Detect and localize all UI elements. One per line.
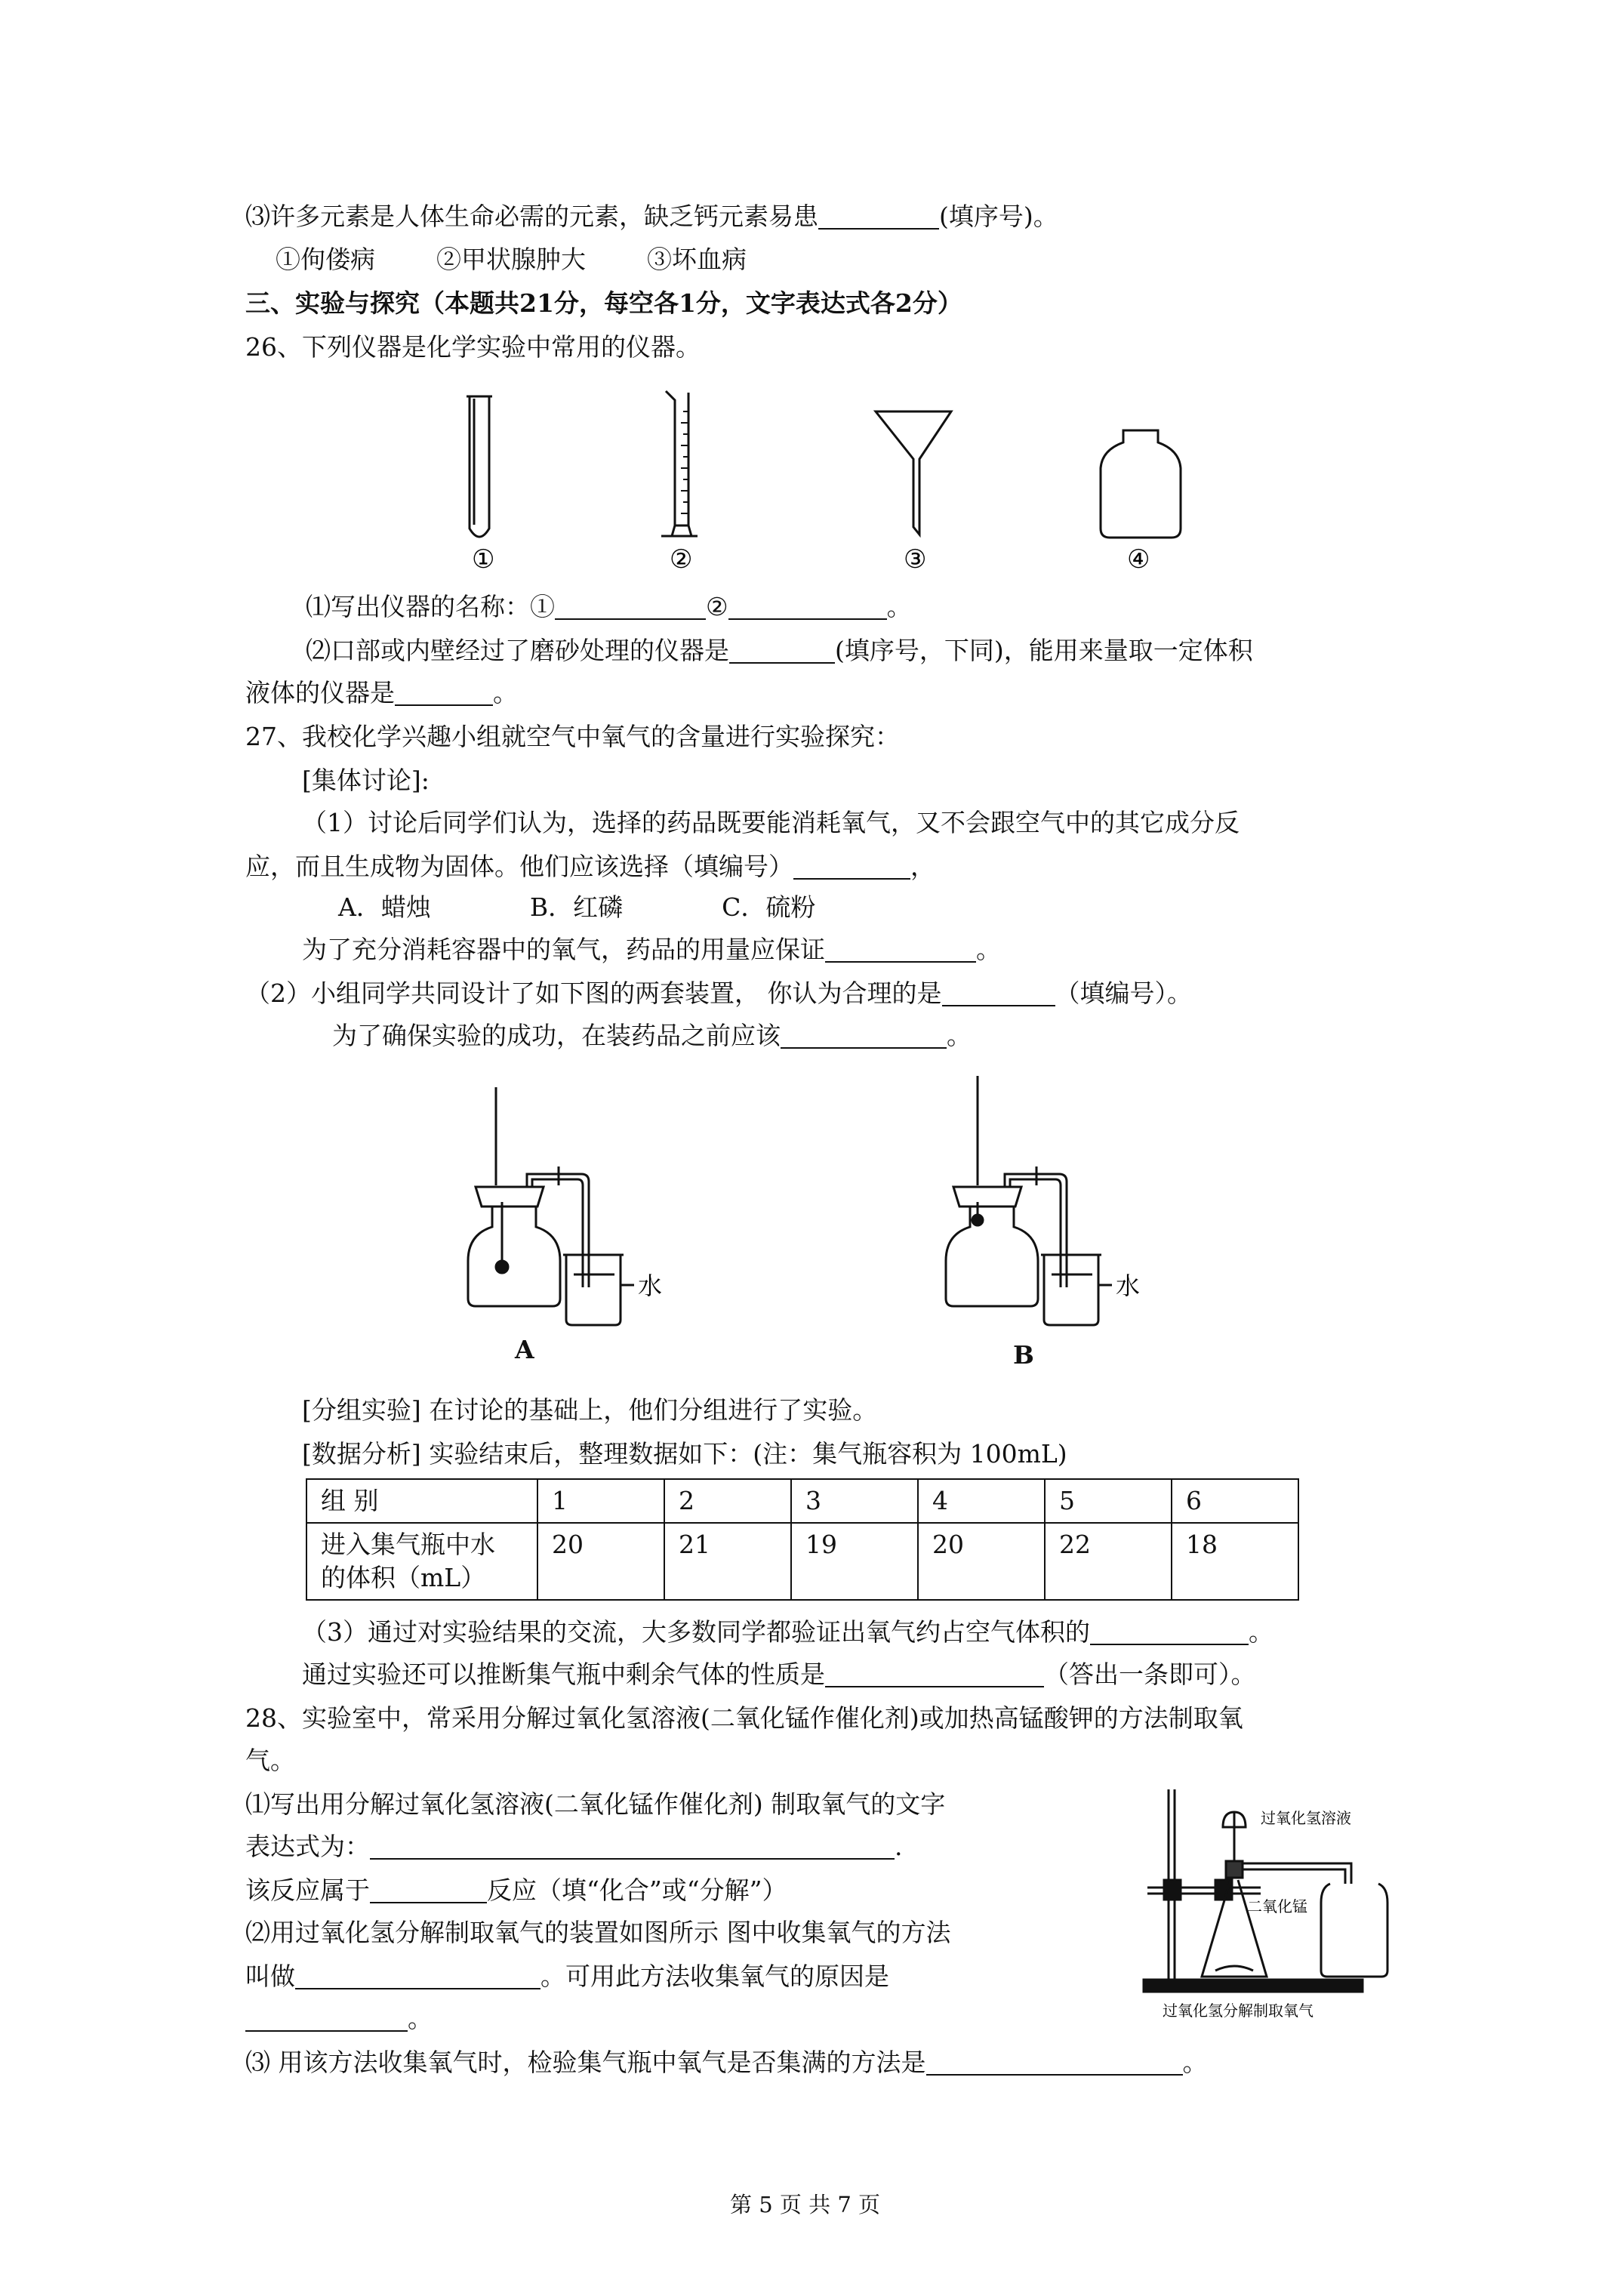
apparatus-figure — [453, 1072, 1208, 1374]
label-3: ③ — [904, 544, 927, 575]
page-footer: 第 5 页 共 7 页 — [730, 2192, 880, 2217]
q26-part2-cont: 液体的仪器是 。 — [245, 678, 518, 707]
table-cell: 19 — [791, 1523, 918, 1600]
option-2: ②甲状腺肿大 — [436, 245, 586, 274]
q28-part3: ⑶ 用该方法收集氧气时，检验集气瓶中氧气是否集满的方法是 。 — [245, 2048, 1208, 2077]
q28-part1b: 表达式为： . — [245, 1832, 903, 1861]
section-heading: 三、实验与探究（本题共21分，每空各1分，文字表达式各2分） — [245, 288, 962, 318]
q25-options — [276, 243, 747, 276]
q27-part3a: （3）通过对实验结果的交流，大多数同学都验证出氧气约占空气体积的 。 — [302, 1617, 1273, 1647]
table-cell: 21 — [664, 1523, 791, 1600]
table-cell: 20 — [918, 1523, 1045, 1600]
answer-blank[interactable] — [555, 593, 706, 620]
table-cell: 2 — [664, 1479, 791, 1523]
q27-discuss: [集体讨论]: — [302, 766, 430, 795]
q25-part3: ⑶许多元素是人体生命必需的元素，缺乏钙元素易患 (填序号)。 — [245, 202, 1058, 231]
answer-blank[interactable] — [295, 1962, 540, 1989]
q28-part2b: 叫做 。可用此方法收集氧气的原因是 — [245, 1962, 889, 1991]
funnel-icon — [876, 411, 951, 535]
q28-part1c: 该反应属于 反应（填“化合”或“分解”） — [245, 1875, 787, 1905]
bottle-icon — [1101, 430, 1181, 538]
q27-part1c: 为了充分消耗容器中的氧气，药品的用量应保证 。 — [302, 935, 1001, 964]
h2o2-label: 过氧化氢溶液 — [1261, 1809, 1351, 1827]
water-label-b: 水 — [1116, 1271, 1141, 1300]
graduated-cylinder-icon — [661, 391, 698, 536]
q27-group: [分组实验] 在讨论的基础上，他们分组进行了实验。 — [302, 1395, 878, 1425]
q27-part1a: （1）讨论后同学们认为，选择的药品既要能消耗氧气，又不会跟空气中的其它成分反 — [302, 808, 1240, 837]
answer-blank[interactable] — [942, 979, 1055, 1006]
table-cell: 3 — [791, 1479, 918, 1523]
table-cell: 4 — [918, 1479, 1045, 1523]
answer-blank[interactable] — [370, 1876, 487, 1903]
apparatus-a-label: A — [515, 1335, 534, 1364]
table-header: 进入集气瓶中水 的体积（mL） — [306, 1523, 537, 1600]
q27-analysis: [数据分析] 实验结束后，整理数据如下：(注：集气瓶容积为 100mL) — [302, 1439, 1067, 1469]
choice-b: B．红磷 — [529, 892, 624, 922]
table-cell: 20 — [537, 1523, 664, 1600]
answer-blank[interactable] — [825, 1660, 1044, 1687]
q27-choices — [338, 891, 815, 924]
instruments-figure — [423, 378, 1215, 574]
q28-part2a: ⑵用过氧化氢分解制取氧气的装置如图所示 图中收集氧气的方法 — [245, 1918, 951, 1947]
answer-blank[interactable] — [793, 852, 910, 880]
apparatus-b-icon — [946, 1076, 1112, 1325]
data-table — [306, 1478, 1299, 1601]
answer-blank[interactable] — [370, 1832, 895, 1860]
choice-a: A．蜡烛 — [338, 892, 431, 922]
q28-part2c: 。 — [245, 2002, 433, 2036]
q26-part2: ⑵口部或内壁经过了磨砂处理的仪器是 (填序号，下同)，能用来量取一定体积 — [306, 636, 1253, 665]
q26-stem: 26、下列仪器是化学实验中常用的仪器。 — [245, 332, 701, 362]
answer-blank[interactable] — [729, 636, 835, 664]
answer-blank[interactable] — [781, 1022, 947, 1049]
answer-blank[interactable] — [1090, 1618, 1249, 1645]
q27-part3b: 通过实验还可以推断集气瓶中剩余气体的性质是 （答出一条即可）。 — [302, 1660, 1256, 1689]
table-cell: 22 — [1045, 1523, 1172, 1600]
answer-blank[interactable] — [818, 202, 939, 230]
label-4: ④ — [1127, 544, 1150, 575]
apparatus-b-label: B — [1013, 1340, 1034, 1370]
option-1: ①佝偻病 — [276, 245, 375, 274]
q27-stem: 27、我校化学兴趣小组就空气中氧气的含量进行实验探究： — [245, 722, 900, 751]
answer-blank[interactable] — [926, 2048, 1183, 2076]
q27-part2b: 为了确保实验的成功，在装药品之前应该 。 — [332, 1021, 972, 1050]
table-row — [306, 1479, 1298, 1523]
table-cell: 6 — [1172, 1479, 1298, 1523]
q28-stem: 28、实验室中，常采用分解过氧化氢溶液(二氧化锰作催化剂)或加热高锰酸钾的方法制取氧 — [245, 1703, 1243, 1733]
table-cell: 5 — [1045, 1479, 1172, 1523]
table-row — [306, 1523, 1298, 1600]
test-tube-icon — [467, 396, 492, 537]
q28-stem-cont: 气。 — [245, 1746, 295, 1775]
label-1: ① — [472, 544, 495, 575]
apparatus-a-icon — [468, 1087, 634, 1325]
q27-part2a: （2）小组同学共同设计了如下图的两套装置， 你认为合理的是 （填编号）。 — [245, 978, 1192, 1008]
h2o2-apparatus-figure — [1132, 1782, 1419, 2023]
apparatus-caption: 过氧化氢分解制取氧气 — [1163, 2002, 1313, 2020]
table-header: 组 别 — [306, 1479, 537, 1523]
option-3: ③坏血病 — [647, 245, 747, 274]
table-cell: 18 — [1172, 1523, 1298, 1600]
water-label-a: 水 — [638, 1271, 663, 1300]
q26-part1: ⑴写出仪器的名称：① ② 。 — [306, 592, 912, 621]
label-2: ② — [670, 544, 693, 575]
answer-blank[interactable] — [395, 679, 493, 706]
mno2-label: 二氧化锰 — [1247, 1897, 1307, 1915]
choice-c: C．硫粉 — [722, 892, 816, 922]
q27-part1b: 应，而且生成物为固体。他们应该选择（填编号） ， — [245, 852, 935, 881]
answer-blank[interactable] — [245, 2005, 408, 2032]
table-cell: 1 — [537, 1479, 664, 1523]
q28-part1a: ⑴写出用分解过氧化氢溶液(二氧化锰作催化剂) 制取氧气的文字 — [245, 1789, 946, 1819]
answer-blank[interactable] — [728, 593, 887, 620]
answer-blank[interactable] — [825, 935, 976, 963]
